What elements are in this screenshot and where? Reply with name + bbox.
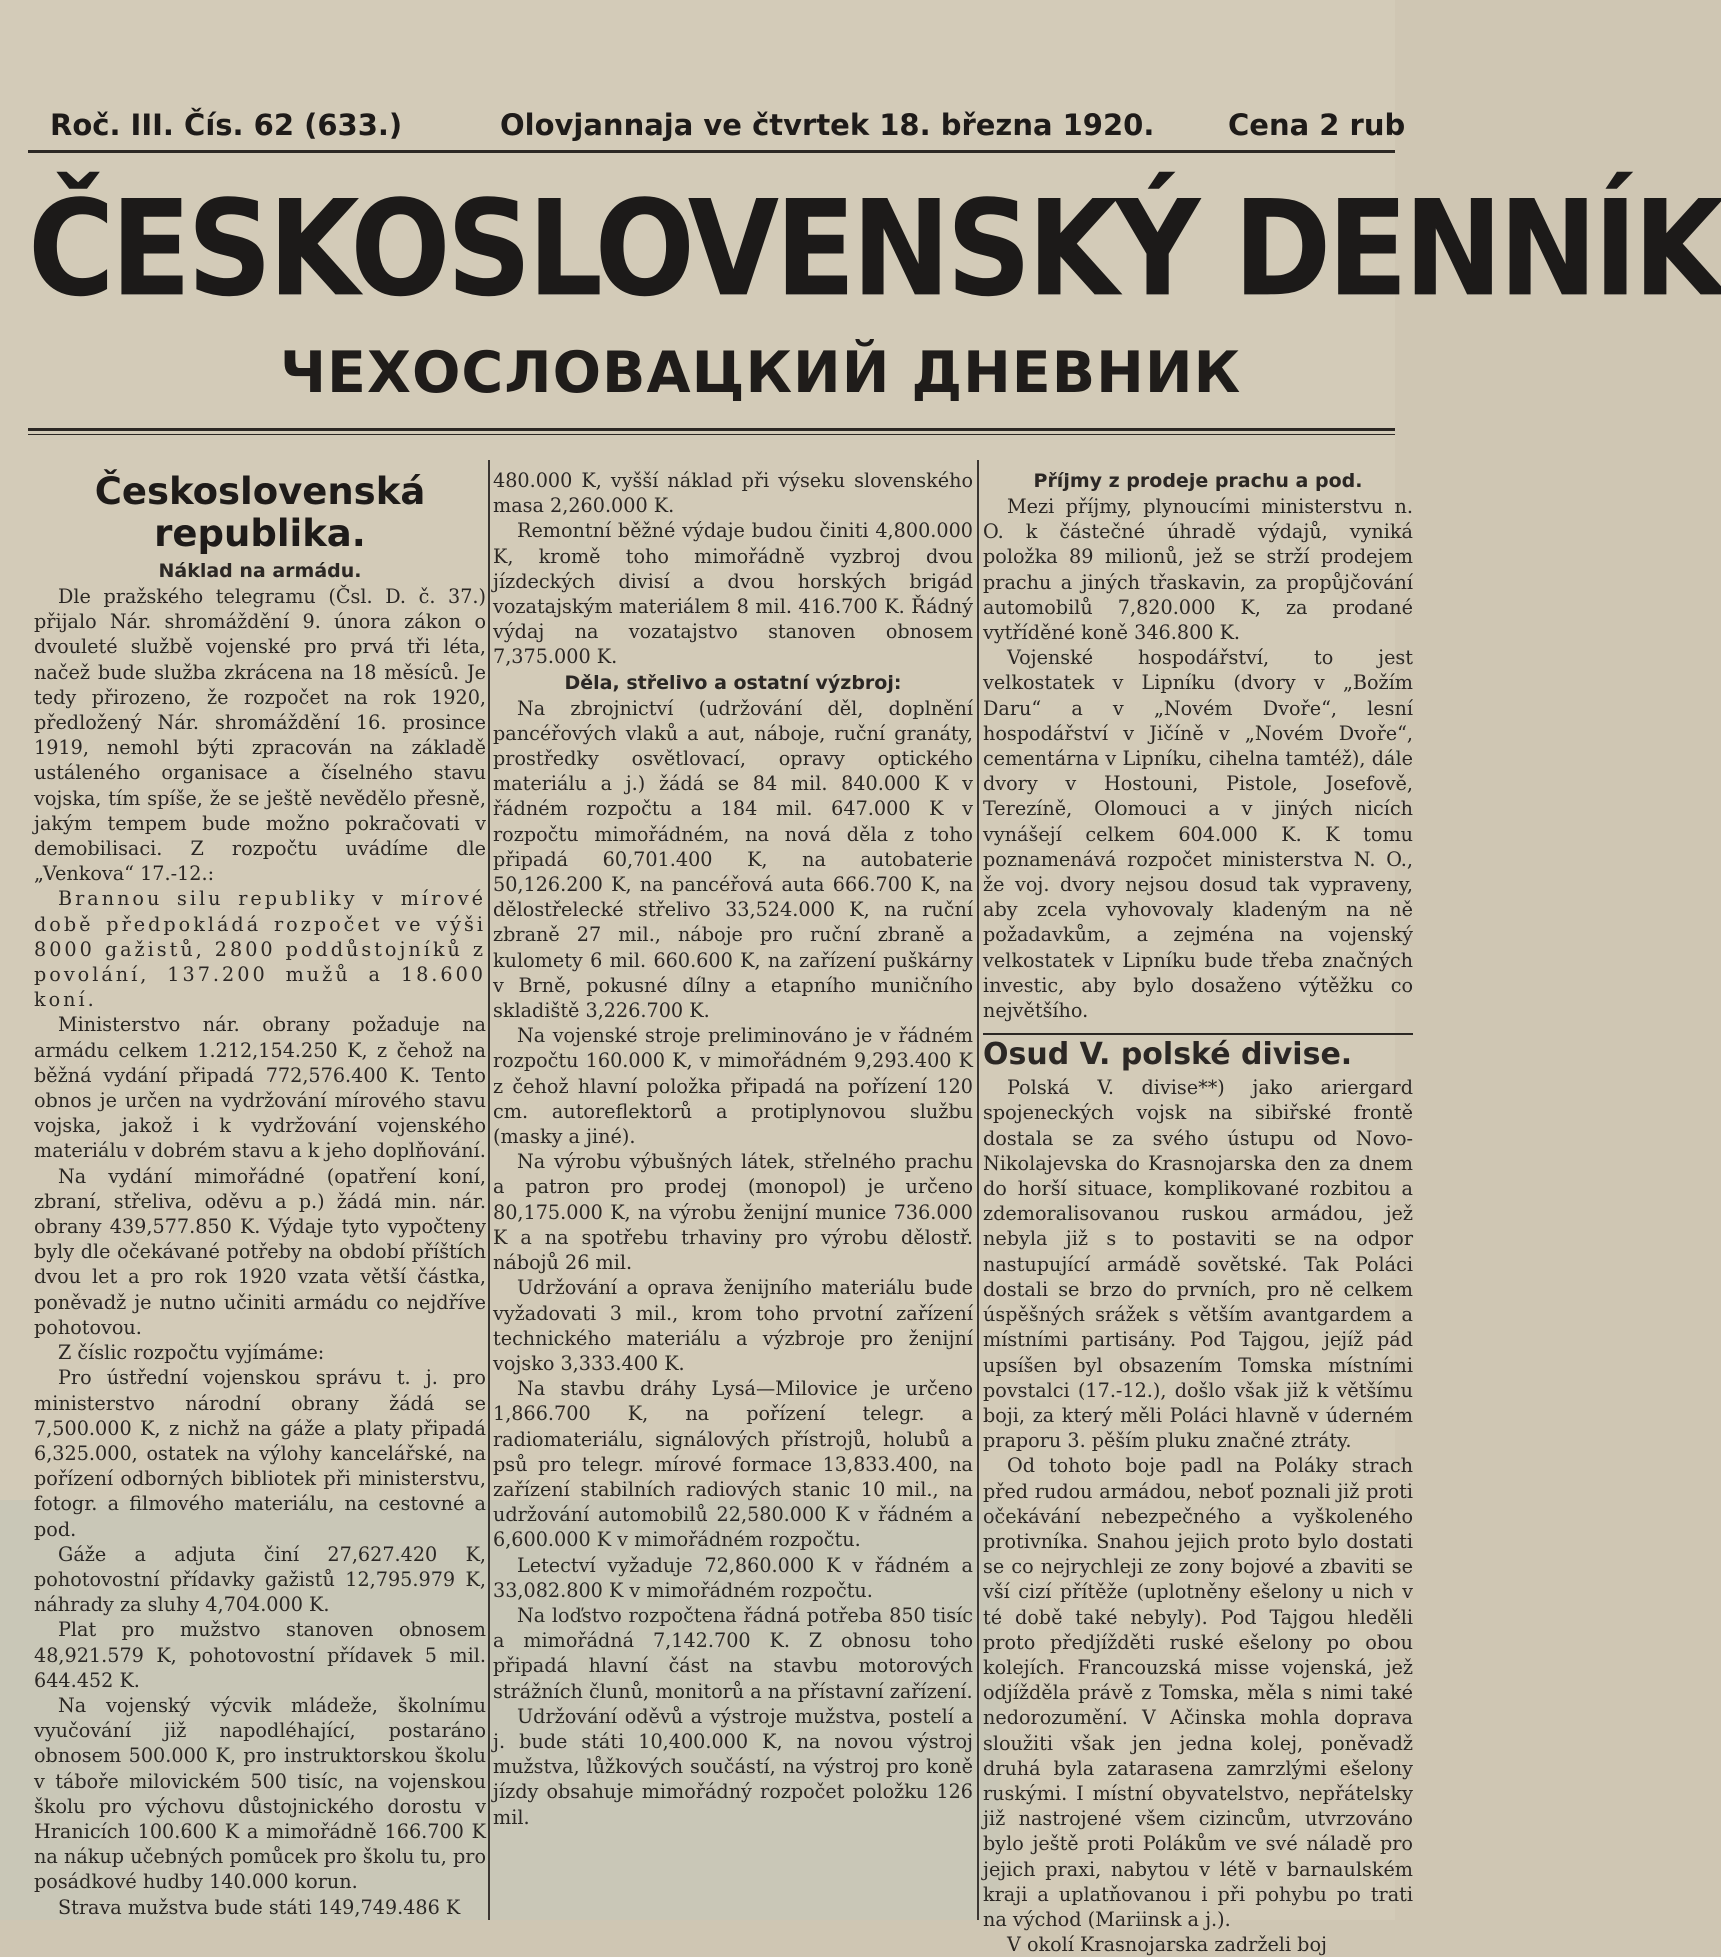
column-1: [34, 468, 486, 1920]
paragraph: Z číslic rozpočtu vyjímáme:: [58, 1341, 325, 1365]
column-separator-1: [488, 460, 490, 1920]
paragraph: Polská V. divise**) jako ariergard spojeneckých vojsk na sibiřské frontě dostala se za svého ústupu od Novo-Nikolajevska do Krasnojarska den za dnem do horší situace, komplikované rozbitou a zdemoralisovanou ruskou armádou, jež nebyla již s to postaviti se na odpor nastupující armádě sovětské. Tak Poláci dostali se brzo do prvních, pro ně celkem úspěšných srážek s větším avantgardem a místními partisány. Pod Tajgou, jejíž pád upsíšen byl obsazením Tomska místními povstalci (17.-12.), došlo však již k většímu boji, za který měli Poláci hlavně v úderném praporu 3. pěším pluku značné ztráty.: [983, 1076, 1413, 1453]
masthead-bottom-rule: [28, 428, 1395, 431]
paragraph: Gáže a adjuta činí 27,627.420 K, pohotovostní přídavky gažistů 12,795.979 K, náhrady za sluhy 4,704.000 K.: [34, 1542, 486, 1617]
column-2: [493, 468, 973, 1920]
paragraph: Udržování oděvů a výstroje mužstva, postelí a j. bude státi 10,400.000 K, na novou výstroj mužstva, lůžkových součástí, na výstroj pro koně jízdy obsahuje mimořádný rozpočet položku 126 mil.: [493, 1704, 973, 1829]
paragraph: Vojenské hospodářství, to jest velkostatek v Lipníku (dvory v „Božím Daru“ a v „Novém Dvoře“, lesní hospodářství v Jičíně v „Novém Dvoře“, cementárna v Lipníku, cihelna tamtéž), dále dvory v Hostouni, Pistole, Josefově, Terezíně, Olomouci a v jiných nicích vynášejí celkem 604.000 K. K tomu poznamenává rozpočet ministerstva N. O., že voj. dvory nejsou dosud tak vypraveny, aby zcela vyhovovaly kladeným na ně požadavkům, a zejména na vojenský velkostatek v Lipníku bude třeba značných investic, aby bylo dosaženo výtěžku co největšího.: [983, 646, 1413, 1023]
paragraph: Na loďstvo rozpočtena řádná potřeba 850 tisíc a mimořádná 7,142.700 K. Z obnosu toho připadá hlavní část na stavbu motorových strážních člunů, monitorů a na přístavní zařízení.: [493, 1603, 973, 1703]
paragraph: Ministerstvo nár. obrany požaduje na armádu celkem 1.212,154.250 K, z čehož na běžná vydání připadá 772,576.400 K. Tento obnos je určen na vydržování mírového stavu vojska, jakož i k vydržování vojenského materiálu v dobrém stavu a k jeho doplňování.: [34, 1013, 486, 1163]
masthead-bottom-rule-2: [28, 434, 1395, 435]
paragraph: Na vojenský výcvik mládeže, školnímu vyučování již napodléhající, postaráno obnosem 500.000 K, pro instruktorskou školu v táboře milovickém 500 tisíc, na vojenskou školu pro výchovu důstojnického dorostu v Hranicích 100.600 K a mimořádně 166.700 K na nákup učebných pomůcek pro školu tu, pro posádkové hudby 140.000 korun.: [34, 1693, 486, 1894]
section-subheading: Děla, střelivo a ostatní výzbroj:: [564, 671, 902, 694]
column-separator-2: [977, 460, 979, 1920]
paragraph: Na vojenské stroje preliminováno je v řádném rozpočtu 160.000 K, v mimořádném 9,293.400 K z čehož hlavní položka připadá na pořízení 120 cm. autoreflektorů a protiplynovou službu (masky a jiné).: [493, 1024, 973, 1149]
paragraph: Plat pro mužstvo stanoven obnosem 48,921.579 K, pohotovostní přídavek 5 mil. 644.452 K.: [34, 1618, 486, 1692]
paragraph: V okolí Krasnojarska zadrželi boj: [1007, 1933, 1327, 1957]
price: Cena 2 rub: [1228, 108, 1406, 142]
paragraph: Dle pražského telegramu (Čsl. D. č. 37.) přijalo Nár. shromáždění 9. února zákon o dvouleté službě vojenské pro prvá tři léta, načež bude služba zkrácena na 18 měsíců. Je tedy přirozeno, že rozpočet na rok 1920, předložený Nár. shromáždění 16. prosince 1919, nemohl býti zpracován na základě ustáleného organisace a číselného stavu vojska, tím spíše, že se ještě nevědělo přesně, jakým tempem bude možno pokračovati v demobilisaci. Z rozpočtu uvádíme dle „Venkova“ 17.-12.:: [34, 585, 486, 886]
newspaper-title: ČESKOSLOVENSKÝ DENNÍK: [28, 171, 1721, 326]
place-date: Olovjannaja ve čtvrtek 18. března 1920.: [500, 108, 1155, 142]
article-heading: Osud V. polské divise.: [983, 1037, 1353, 1073]
paragraph: Strava mužstva bude státi 149,749.486 K: [58, 1895, 461, 1919]
paragraph: Na vydání mimořádné (opatření koní, zbraní, střeliva, oděvu a p.) žádá min. nár. obrany 439,577.850 K. Výdaje tyto vypočteny byly dle očekávané potřeby na období příštích dvou let a pro rok 1920 vzata větší částka, poněvadž je nutno učiniti armádu co nejdříve pohotovou.: [34, 1164, 486, 1339]
paragraph: Mezi příjmy, plynoucími ministerstvu n. O. k částečné úhradě výdajů, vyniká položka 89 milionů, jež se strží prodejem prachu a jiných třaskavin, za propůjčování automobilů 7,820.000 K, za prodané vytříděné koně 346.800 K.: [983, 495, 1413, 645]
paragraph: Na stavbu dráhy Lysá—Milovice je určeno 1,866.700 K, na pořízení telegr. a radiomateriálu, signálových přístrojů, holubů a psů pro telegr. mírové formace 13,833.400, na zařízení stabilních radiových stanic 10 mil., na udržování automobilů 22,580.000 K v řádném a 6,600.000 K v mimořádném rozpočtu.: [493, 1377, 973, 1552]
paragraph: Od tohoto boje padl na Poláky strach před rudou armádou, neboť poznali již proti očekávání nebezpečného a vyškoleného protivníka. Snahou jejich proto bylo dostati se co nejrychleji ze zony bojové a zbaviti se vší cizí přítěže (uplotněny ešelony u nich v té době také nebyly). Pod Tajgou hleděli proto předjížděti ruské ešelony po obou kolejích. Francouzská misse vojenská, jež odjížděla právě z Tomska, měla s nimi také nedorozumění. V Ačinska mohla doprava sloužiti však jen jedna kolej, poněvadž druhá byla zatarasena zamrzlými ešelony ruskými. I místní obyvatelstvo, nepřátelsky již nastrojené všem cizincům, utvrzováno bylo ještě proti Polákům ve své náladě pro jejich praxi, nabytou v létě v barnaulském kraji a uplatňovanou i při pohybu po trati na východ (Mariinsk a j.).: [983, 1454, 1413, 1931]
masthead-info-line: [50, 108, 1406, 148]
article-divider: [983, 1033, 1413, 1035]
paragraph: Letectví vyžaduje 72,860.000 K v řádném a 33,082.800 K v mimořádném rozpočtu.: [493, 1553, 973, 1602]
article-heading-line1: Československá: [94, 470, 426, 513]
paragraph: Na zbrojnictví (udržování děl, doplnění pancéřových vlaků a aut, náboje, ruční granáty, prostředky osvětlovací, opravy optického materiálu a j.) žádá se 84 mil. 840.000 K v řádném rozpočtu a 184 mil. 647.000 K v rozpočtu mimořádném, na nová děla z toho připadá 60,701.400 K, na autobaterie 50,126.200 K, na pancéřová auta 666.700 K, na dělostřelecké střelivo 33,524.000 K, na ruční zbraně 27 mil., náboje pro ruční zbraně a kulomety 6 mil. 660.600 K, na zařízení puškárny v Brně, pokusné dílny a etapního muničního skladiště 3,226.700 K.: [493, 696, 973, 1023]
paragraph: 480.000 K, vyšší náklad při výseku slovenského masa 2,260.000 K.: [493, 469, 973, 518]
section-subheading: Příjmy z prodeje prachu a pod.: [1033, 470, 1363, 492]
column-3: [983, 468, 1413, 1957]
paragraph: Udržování a oprava ženijního materiálu bude vyžadovati 3 mil., krom toho prvotní zařízení technického materiálu a výzbroje pro ženijní vojsko 3,333.400 K.: [493, 1276, 973, 1375]
paragraph: Na výrobu výbušných látek, střelného prachu a patron pro prodej (monopol) je určeno 80,175.000 K, na výrobu ženijní munice 736.000 K a na spotřebu trhaviny pro výrobu dělostř. nábojů 26 mil.: [493, 1150, 973, 1275]
top-rule: [28, 150, 1395, 153]
article-heading-line2: republika.: [154, 512, 366, 555]
paragraph: Brannou silu republiky v mírové době předpokládá rozpočet ve výši 8000 gažistů, 2800 poddůstojníků z povolání, 137.200 mužů a 18.600 koní.: [34, 887, 486, 1012]
paragraph: Pro ústřední vojenskou správu t. j. pro ministerstvo národní obrany žádá se 7,500.000 K, z nichž na gáže a platy připadá 6,325.000, ostatek na výlohy kancelářské, na pořízení odborných bibliotek při ministerstvu, fotogr. a filmového materiálu, na cestovné a pod.: [34, 1366, 486, 1541]
issue-number: Roč. III. Čís. 62 (633.): [50, 108, 403, 142]
newspaper-subtitle-russian: ЧЕХОСЛОВАЦКИЙ ДНЕВНИК: [280, 340, 1242, 406]
article-subheading: Náklad na armádu.: [158, 560, 362, 582]
paragraph: Remontní běžné výdaje budou činiti 4,800.000 K, kromě toho mimořádně vyzbroj dvou jízdeckých divisí a dvou horských brigád vozatajským materiálem 8 mil. 416.700 K. Řádný výdaj na vozatajstvo stanoven obnosem 7,375.000 K.: [493, 519, 973, 669]
